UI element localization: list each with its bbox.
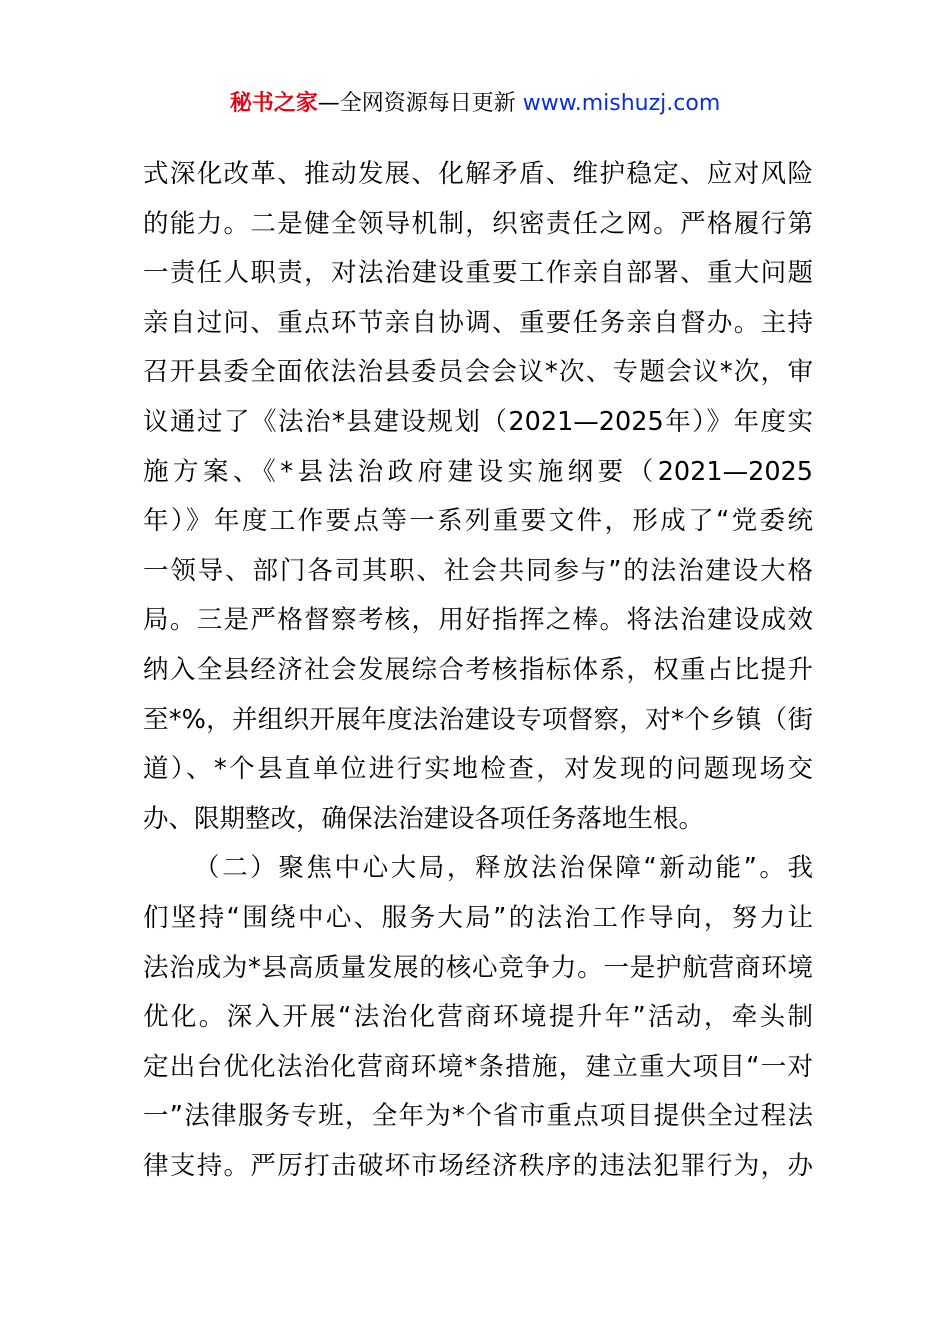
text-line: 亲自过问、重点环节亲自协调、重要任务亲自督办。主持 bbox=[143, 307, 813, 338]
header-slogan: 全网资源每日更新 bbox=[339, 91, 523, 116]
text-line: 们坚持“围绕中心、服务大局”的法治工作导向，努力让 bbox=[143, 902, 813, 933]
text-line: 至*%，并组织开展年度法治建设专项督察，对*个乡镇（街 bbox=[143, 704, 813, 735]
text-line: 一领导、部门各司其职、社会共同参与”的法治建设大格 bbox=[143, 555, 813, 586]
text-line: 优化。深入开展“法治化营商环境提升年”活动，牵头制 bbox=[143, 1002, 813, 1033]
text-line: 一责任人职责，对法治建设重要工作亲自部署、重大问题 bbox=[143, 258, 813, 289]
page-header bbox=[0, 86, 950, 122]
document-body bbox=[143, 150, 813, 1191]
text-line: 律支持。严厉打击破坏市场经济秩序的违法犯罪行为，办 bbox=[143, 1150, 813, 1181]
header-dash: — bbox=[317, 91, 340, 116]
section-heading-line: （二）聚焦中心大局，释放法治保障“新动能”。我 bbox=[194, 853, 813, 884]
text-line: 召开县委全面依法治县委员会会议*次、专题会议*次，审 bbox=[143, 357, 813, 388]
text-line: 法治成为*县高质量发展的核心竞争力。一是护航营商环境 bbox=[143, 952, 813, 983]
paragraph-end-line: 办、限期整改，确保法治建设各项任务落地生根。 bbox=[143, 803, 705, 834]
text-line: 年）》年度工作要点等一系列重要文件，形成了“党委统 bbox=[143, 506, 813, 537]
text-line: 施方案、《*县法治政府建设实施纲要（2021—2025 bbox=[143, 456, 813, 487]
text-line: 定出台优化法治化营商环境*条措施，建立重大项目“一对 bbox=[143, 1051, 813, 1082]
text-line: 议通过了《法治*县建设规划（2021—2025年）》年度实 bbox=[143, 406, 813, 437]
text-line: 道）、*个县直单位进行实地检查，对发现的问题现场交 bbox=[143, 754, 813, 785]
text-line: 纳入全县经济社会发展综合考核指标体系，权重占比提升 bbox=[143, 654, 813, 685]
text-line: 式深化改革、推动发展、化解矛盾、维护稳定、应对风险 bbox=[143, 159, 813, 189]
text-line: 局。三是严格督察考核，用好指挥之棒。将法治建设成效 bbox=[143, 605, 813, 636]
text-line: 的能力。二是健全领导机制，织密责任之网。严格履行第 bbox=[143, 208, 813, 239]
header-brand: 秘书之家 bbox=[229, 91, 318, 116]
header-url-link[interactable]: www.mishuzj.com bbox=[522, 91, 721, 116]
text-line: 一”法律服务专班，全年为*个省市重点项目提供全过程法 bbox=[143, 1101, 813, 1132]
